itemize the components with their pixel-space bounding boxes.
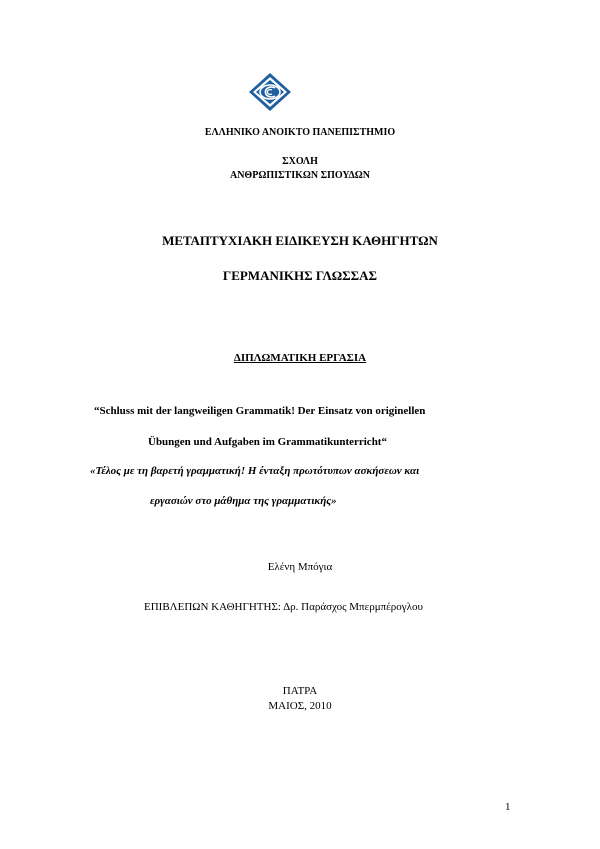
title-de-line-2: Übungen und Aufgaben im Grammatikunterricht“ xyxy=(148,436,387,448)
university-name: ΕΛΛΗΝΙΚΟ ΑΝΟΙΚΤΟ ΠΑΝΕΠΙΣΤΗΜΙΟ xyxy=(204,127,396,138)
supervisor: ΕΠΙΒΛΕΠΩΝ ΚΑΘΗΓΗΤΗΣ: Δρ. Παράσχος Μπερμπέρογλου xyxy=(144,601,423,613)
page-number: 1 xyxy=(505,801,511,813)
title-el-line-2: εργασιών στο μάθημα της γραμματικής» xyxy=(150,495,337,507)
school-line-1: ΣΧΟΛΗ xyxy=(282,156,318,167)
university-logo-icon xyxy=(248,72,292,112)
title-el-line-1: «Τέλος με τη βαρετή γραμματική! Η ένταξη πρωτότυπων ασκήσεων και xyxy=(90,465,420,477)
place: ΠΑΤΡΑ xyxy=(282,685,318,697)
date: ΜΑΙΟΣ, 2010 xyxy=(268,700,332,712)
thesis-type-wrapper xyxy=(0,352,600,364)
author-name: Ελένη Μπόγια xyxy=(267,561,333,573)
school-line-2: ΑΝΘΡΩΠΙΣΤΙΚΩΝ ΣΠΟΥΔΩΝ xyxy=(229,170,370,181)
program-line-2: ΓΕΡΜΑΝΙΚΗΣ ΓΛΩΣΣΑΣ xyxy=(222,268,378,283)
school-name xyxy=(0,155,600,183)
program-line-1: ΜΕΤΑΠΤΥΧΙΑΚΗ ΕΙΔΙΚΕΥΣΗ ΚΑΘΗΓΗΤΩΝ xyxy=(162,233,438,248)
title-de-line-1: “Schluss mit der langweiligen Grammatik! Der Einsatz von originellen xyxy=(94,405,426,417)
thesis-type: ΔΙΠΛΩΜΑΤΙΚΗ ΕΡΓΑΣΙΑ xyxy=(233,352,367,364)
